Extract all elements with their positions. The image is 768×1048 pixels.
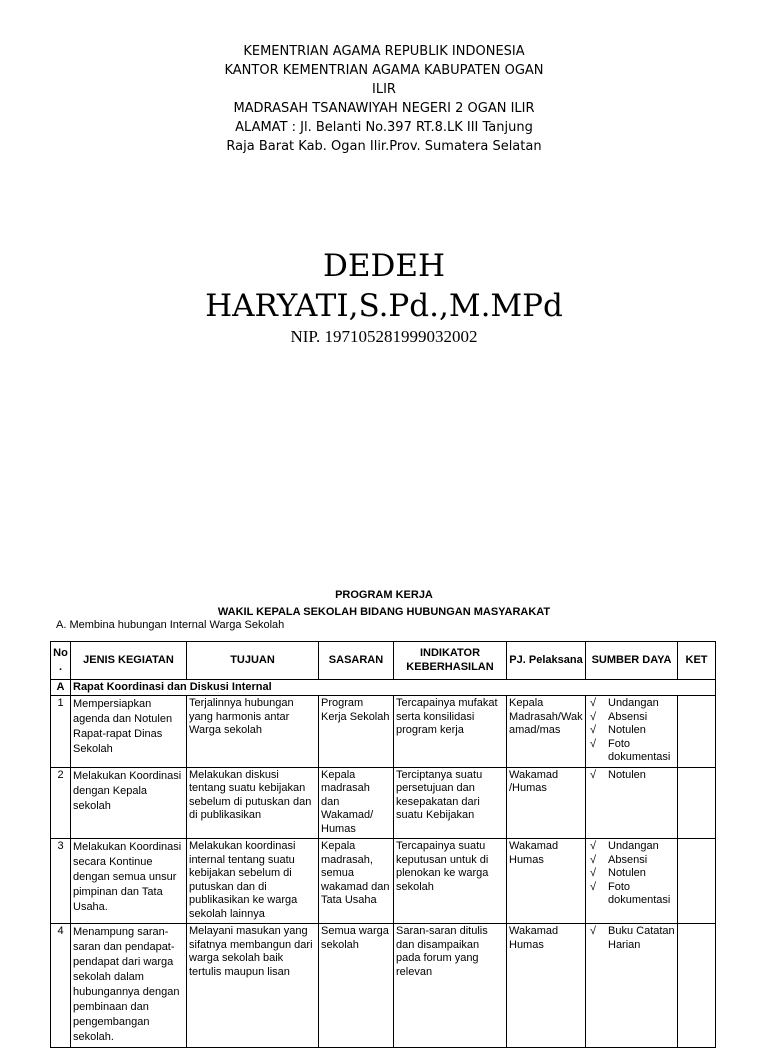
cell-jenis: Mempersiapkan agenda dan Notulen Rapat-rapat Dinas Sekolah [71,696,187,768]
group-label: Rapat Koordinasi dan Diskusi Internal [71,680,716,696]
check-icon: √ [590,840,597,852]
cell-tujuan: Melakukan diskusi tentang suatu kebijakan sebelum di putuskan dan di publikasikan [187,767,319,839]
cell-sasaran: Program Kerja Sekolah [319,696,394,768]
check-icon: √ [590,880,597,893]
resource-label: Foto dokumentasi [608,737,671,763]
resource-item [588,867,675,881]
col-header-jenis: JENIS KEGIATAN [71,642,187,680]
check-icon: √ [590,737,597,750]
cell-ket [678,767,716,839]
program-title: PROGRAM KERJA [335,589,433,601]
cell-tujuan: Melakukan koordinasi internal tentang suatu kebijakan sebelum di putuskan dan di publikasikan ke warga sekolah lainnya [187,839,319,924]
resource-label: Buku Catatan Harian [608,925,675,951]
check-icon: √ [590,724,597,736]
letterhead-school: MADRASAH TSANAWIYAH NEGERI 2 OGAN ILIR [233,101,535,116]
resource-item [588,840,675,854]
group-letter: A [51,680,71,696]
check-icon: √ [590,768,597,781]
cell-no: 3 [51,839,71,924]
cell-pj: Kepala Madrasah/Wakamad/mas [507,696,586,768]
letterhead-ministry: KEMENTRIAN AGAMA REPUBLIK INDONESIA [243,44,525,59]
cell-tujuan: Terjalinnya hubungan yang harmonis antar Warga sekolah [187,696,319,768]
cell-no: 1 [51,696,71,768]
resource-item [588,738,675,765]
cell-indikator: Terciptanya suatu persetujuan dan kesepakatan dari suatu Kebijakan [394,767,507,839]
check-icon: √ [590,710,597,723]
col-header-ket: KET [678,642,716,680]
check-icon: √ [590,925,597,937]
table-row [51,767,716,839]
resource-item [588,881,675,908]
check-icon: √ [590,867,597,879]
resource-label: Absensi [608,710,648,723]
program-table [50,641,716,1048]
table-header-row [51,642,716,680]
letterhead [200,42,568,156]
table-row [51,924,716,1048]
signatory-name [170,246,598,326]
resource-label: Notulen [608,768,646,781]
resource-label: Foto dokumentasi [608,880,671,906]
signatory-name-line1: DEDEH [322,248,445,284]
cell-sasaran: Kepala madrasah, semua wakamad dan Tata Usaha [319,839,394,924]
cell-ket [678,924,716,1048]
resource-label: Notulen [608,724,646,736]
cell-indikator: Tercapainya mufakat serta konsilidasi program kerja [394,696,507,768]
letterhead-address-cont: Raja Barat Kab. Ogan Ilir.Prov. Sumatera Selatan [226,139,542,154]
col-header-pj: PJ. Pelaksana [507,642,586,680]
resource-item [588,711,675,725]
check-icon: √ [590,697,597,709]
cell-sumber [586,767,678,839]
signatory-nip: NIP. 197105281999032002 [290,327,478,346]
cell-ket [678,696,716,768]
letterhead-office: KANTOR KEMENTRIAN AGAMA KABUPATEN OGAN [224,63,544,78]
cell-no: 2 [51,767,71,839]
letterhead-address: ALAMAT : Jl. Belanti No.397 RT.8.LK III Tanjung [235,120,533,135]
letterhead-office-cont: ILIR [372,82,396,97]
cell-sasaran: Kepala madrasah dan Wakamad/ Humas [319,767,394,839]
table-row [51,839,716,924]
cell-ket [678,839,716,924]
cell-jenis: Melakukan Koordinasi dengan Kepala sekolah [71,767,187,839]
resource-label: Undangan [608,697,659,709]
cell-pj: Wakamad Humas [507,924,586,1048]
cell-jenis: Melakukan Koordinasi secara Kontinue dengan semua unsur pimpinan dan Tata Usaha. [71,839,187,924]
table-row [51,696,716,768]
cell-pj: Wakamad Humas [507,839,586,924]
resource-item [588,854,675,868]
cell-pj: Wakamad /Humas [507,767,586,839]
cell-tujuan: Melayani masukan yang sifatnya membangun dari warga sekolah baik tertulis maupun lisan [187,924,319,1048]
group-row [51,680,716,696]
cell-sasaran: Semua warga sekolah [319,924,394,1048]
resource-label: Absensi [608,853,648,866]
check-icon: √ [590,853,597,866]
resource-item [588,925,675,952]
col-header-sasaran: SASARAN [319,642,394,680]
section-heading: A. Membina hubungan Internal Warga Sekolah [56,619,285,631]
resource-item [588,769,675,783]
cell-sumber [586,924,678,1048]
col-header-no: No. [51,642,71,680]
resource-item [588,697,675,711]
col-header-indikator: INDIKATOR KEBERHASILAN [394,642,507,680]
col-header-tujuan: TUJUAN [187,642,319,680]
resource-label: Notulen [608,867,646,879]
cell-sumber [586,839,678,924]
cell-indikator: Tercapainya suatu keputusan untuk di plenokan ke warga sekolah [394,839,507,924]
col-header-sumber: SUMBER DAYA [586,642,678,680]
cell-jenis: Menampung saran-saran dan pendapat-pendapat dari warga sekolah dalam hubungannya dengan pembinaan dan pengembangan sekolah. [71,924,187,1048]
cell-sumber [586,696,678,768]
resource-item [588,724,675,738]
cell-indikator: Saran-saran ditulis dan disampaikan pada forum yang relevan [394,924,507,1048]
cell-no: 4 [51,924,71,1048]
signatory-name-line2: HARYATI,S.Pd.,M.MPd [205,288,563,324]
resource-label: Undangan [608,840,659,852]
program-subtitle: WAKIL KEPALA SEKOLAH BIDANG HUBUNGAN MASYARAKAT [217,606,551,618]
